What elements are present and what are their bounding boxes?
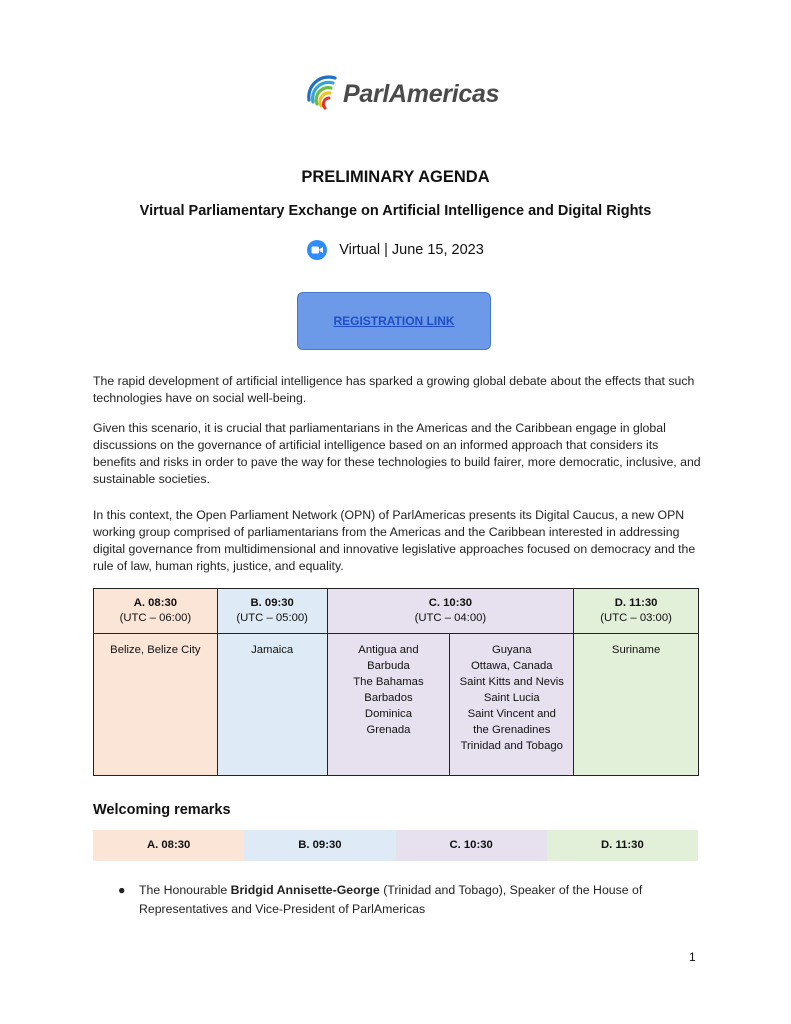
intro-paragraph-3: In this context, the Open Parliament Network (OPN) of ParlAmericas presents its Digital Caucus, a new OPN working group comprised of parliamentarians from the Americas and the Caribbean interested in addressing digital governance from multidimensional and innovative legislative approaches focused on democracy and the rule of law, human rights, justice, and equality.	[93, 508, 696, 573]
timezone-header-d: D. 11:30 (UTC – 03:00)	[574, 589, 699, 634]
bullet-icon: ●	[118, 883, 126, 897]
time-slot-d: D. 11:30	[547, 830, 698, 861]
registration-button[interactable]	[297, 292, 491, 350]
countries-c-left: Antigua and Barbuda The Bahamas Barbados Dominica Grenada	[327, 634, 450, 776]
time-slot-c: C. 10:30	[396, 830, 547, 861]
countries-a: Belize, Belize City	[94, 634, 218, 776]
timezone-table	[93, 588, 699, 776]
welcoming-time-bar	[93, 830, 698, 861]
speaker-name: Bridgid Annisette-George	[230, 883, 380, 897]
page-number: 1	[689, 950, 696, 964]
timezone-header-a: A. 08:30 (UTC – 06:00)	[94, 589, 218, 634]
event-date-text: Virtual | June 15, 2023	[339, 242, 484, 258]
intro-paragraph-1: The rapid development of artificial intelligence has sparked a growing global debate about the effects that such technologies have on social well-being.	[93, 374, 695, 405]
page-title: PRELIMINARY AGENDA	[301, 168, 490, 186]
intro-paragraph-2: Given this scenario, it is crucial that parliamentarians in the Americas and the Caribbean engage in global discussions on the governance of artificial intelligence based on an informed approach that considers its benefits and risks in order to pave the way for these technologies to build fairer, more democratic, inclusive, and sustainable societies.	[93, 421, 701, 486]
registration-link[interactable]: REGISTRATION LINK	[333, 314, 455, 328]
logo-swoosh-icon	[303, 70, 345, 122]
time-slot-a: A. 08:30	[93, 830, 244, 861]
timezone-header-b: B. 09:30 (UTC – 05:00)	[217, 589, 327, 634]
countries-b: Jamaica	[217, 634, 327, 776]
speaker-text: The Honourable Bridgid Annisette-George (Trinidad and Tobago), Speaker of the House of Representatives and Vice-President of ParlAmericas	[139, 883, 643, 916]
video-camera-icon	[307, 240, 327, 260]
welcoming-remarks-heading: Welcoming remarks	[93, 802, 231, 818]
countries-c-right: Guyana Ottawa, Canada Saint Kitts and Nevis Saint Lucia Saint Vincent and the Grenadines Trinidad and Tobago	[450, 634, 574, 776]
page-subtitle: Virtual Parliamentary Exchange on Artificial Intelligence and Digital Rights	[139, 203, 652, 219]
timezone-header-c: C. 10:30 (UTC – 04:00)	[327, 589, 574, 634]
time-slot-b: B. 09:30	[244, 830, 395, 861]
event-meta	[0, 240, 791, 260]
parlamericas-logo	[303, 70, 500, 122]
logo-wordmark: ParlAmericas	[343, 80, 500, 108]
countries-d: Suriname	[574, 634, 699, 776]
